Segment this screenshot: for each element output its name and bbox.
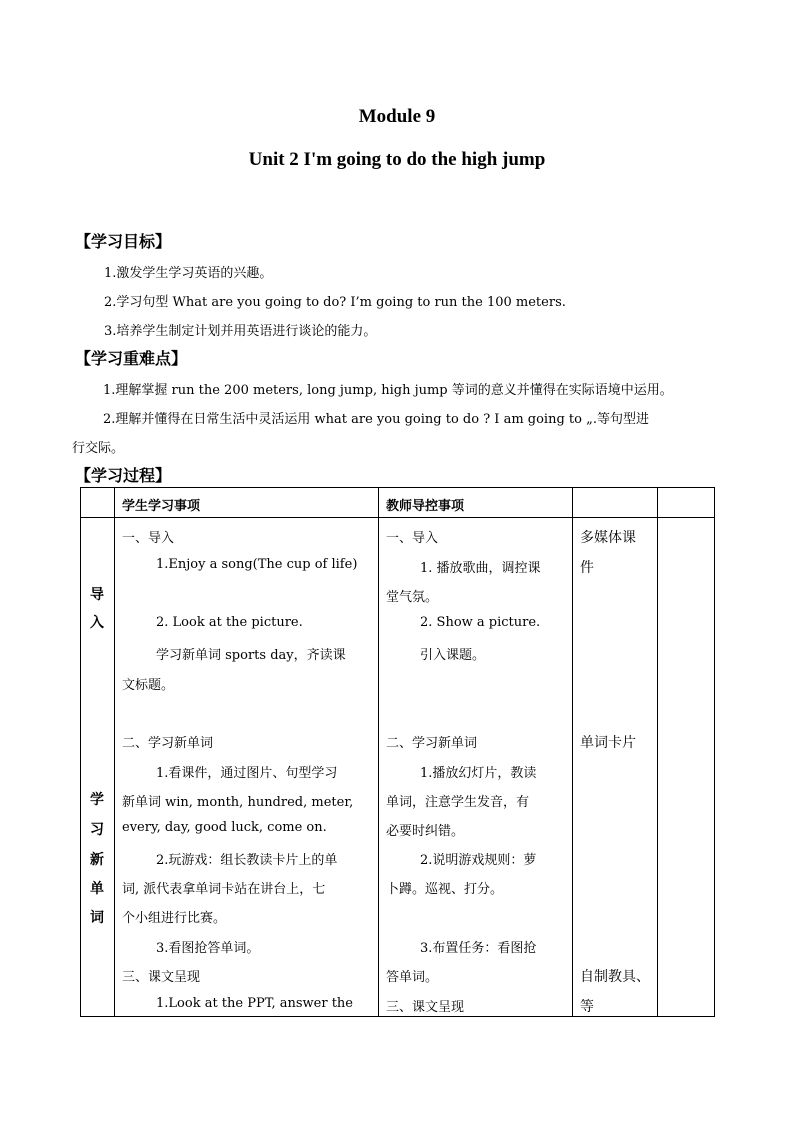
teacher-line: 堂气氛。: [386, 590, 439, 605]
section-label-char: 习: [90, 822, 104, 838]
module-title: Module 9: [358, 106, 436, 127]
process-table: [80, 487, 715, 1017]
objective-item: 3.培养学生制定计划并用英语进行谈论的能力。: [104, 324, 377, 339]
student-line: 3.看图抢答单词。: [156, 941, 260, 956]
section-label-char: 入: [90, 615, 104, 631]
teacher-line: 二、学习新单词: [386, 736, 478, 751]
teacher-line: 1.播放幻灯片，教读: [420, 766, 537, 781]
resource-line: 自制教具、: [580, 969, 650, 985]
unit-title: Unit 2 I'm going to do the high jump: [248, 149, 546, 170]
teacher-line: 3.布置任务：看图抢: [420, 941, 537, 956]
student-line: 个小组进行比赛。: [122, 911, 227, 926]
student-line: 2. Look at the picture.: [156, 615, 303, 630]
process-heading: 【学习过程】: [75, 466, 172, 485]
objectives-heading: 【学习目标】: [75, 232, 172, 251]
teacher-column-header: 教师导控事项: [386, 499, 465, 514]
teacher-line: 必要时纠错。: [386, 824, 465, 839]
section-label-char: 词: [90, 910, 104, 926]
resource-line: 件: [580, 560, 594, 576]
teacher-line: 三、课文呈现: [386, 1000, 465, 1015]
section-label-char: 单: [90, 881, 104, 897]
teacher-line: 1. 播放歌曲，调控课: [420, 561, 541, 576]
student-line: every, day, good luck, come on.: [122, 820, 327, 835]
teacher-line: 单词，注意学生发音，有: [386, 795, 530, 810]
student-line: 三、课文呈现: [122, 970, 201, 985]
teacher-line: 引入课题。: [420, 648, 486, 663]
student-line: 新单词 win, month, hundred, meter,: [122, 795, 354, 810]
student-line: 学习新单词 sports day，齐读课: [156, 648, 346, 663]
objective-item: 1.激发学生学习英语的兴趣。: [104, 266, 273, 281]
key-point-item: 1.理解掌握 run the 200 meters, long jump, high jump 等词的意义并懂得在实际语境中运用。: [103, 383, 673, 398]
teacher-line: 卜蹲。巡视、打分。: [386, 882, 504, 897]
student-line: 二、学习新单词: [122, 736, 214, 751]
teacher-line: 一、导入: [386, 531, 439, 546]
key-point-item: 2.理解并懂得在日常生活中灵活运用 what are you going to do ? I am going to „.等句型进: [103, 412, 649, 427]
student-line: 一、导入: [122, 531, 175, 546]
student-column-header: 学生学习事项: [122, 499, 201, 514]
teacher-line: 答单词。: [386, 970, 439, 985]
section-label-char: 导: [90, 587, 104, 603]
student-line: 文标题。: [122, 678, 175, 693]
section-label-char: 新: [90, 852, 104, 868]
section-label-char: 学: [90, 792, 104, 808]
student-line: 1.看课件，通过图片、句型学习: [156, 766, 338, 781]
key-point-item-continued: 行交际。: [72, 441, 125, 456]
resource-line: 多媒体课: [580, 530, 636, 546]
resource-line: 单词卡片: [580, 735, 636, 751]
student-line: 词, 派代表拿单词卡站在讲台上，七: [122, 882, 326, 897]
student-line: 2.玩游戏：组长教读卡片上的单: [156, 853, 338, 868]
objective-item: 2.学习句型 What are you going to do? I’m going to run the 100 meters.: [104, 295, 566, 310]
student-line: 1.Enjoy a song(The cup of life): [156, 557, 358, 572]
student-line: 1.Look at the PPT, answer the: [156, 996, 353, 1011]
teacher-line: 2. Show a picture.: [420, 615, 541, 630]
teacher-line: 2.说明游戏规则：萝: [420, 853, 537, 868]
resource-line: 等: [580, 999, 594, 1015]
key-points-heading: 【学习重难点】: [75, 349, 188, 368]
